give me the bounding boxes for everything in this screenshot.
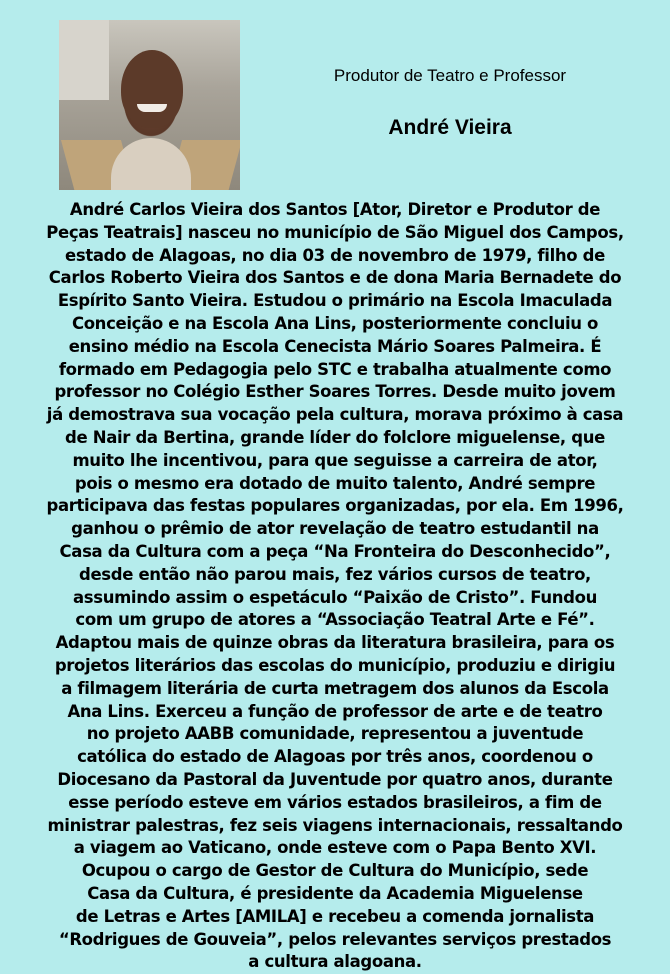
bio-line: projetos literários das escolas do município, produziu e dirigiu bbox=[54, 655, 616, 675]
bio-line: formado em Pedagogia pelo STC e trabalha atualmente como bbox=[58, 359, 612, 379]
bio-line: desde então não parou mais, fez vários cursos de teatro, bbox=[79, 564, 591, 584]
portrait-photo bbox=[59, 20, 240, 190]
bio-line: ensino médio na Escola Cenecista Mário Soares Palmeira. É bbox=[68, 336, 602, 356]
bio-line: de Nair da Bertina, grande líder do folclore miguelense, que bbox=[65, 427, 605, 447]
bio-line: Adaptou mais de quinze obras da literatura brasileira, para os bbox=[55, 633, 615, 653]
bio-line: Diocesano da Pastoral da Juventude por quatro anos, durante bbox=[57, 769, 613, 789]
bio-line: Carlos Roberto Vieira dos Santos e de dona Maria Bernadete do bbox=[48, 268, 622, 288]
bio-line: Espírito Santo Vieira. Estudou o primário na Escola Imaculada bbox=[57, 291, 613, 311]
page-title: André Vieira bbox=[388, 116, 512, 139]
bio-line: participava das festas populares organizadas, por ela. Em 1996, bbox=[46, 496, 624, 516]
bio-line: estado de Alagoas, no dia 03 de novembro de 1979, filho de bbox=[65, 245, 605, 265]
photo-background bbox=[59, 20, 109, 100]
bio-line: no projeto AABB comunidade, representou a juventude bbox=[86, 724, 584, 744]
bio-line: professor no Colégio Esther Soares Torres. Desde muito jovem bbox=[54, 382, 616, 402]
bio-line: assumindo assim o espetáculo “Paixão de Cristo”. Fundou bbox=[72, 587, 598, 607]
bio-line: muito lhe incentivou, para que seguisse a carreira de ator, bbox=[72, 450, 598, 470]
bio-line: com um grupo de atores a “Associação Teatral Arte e Fé”. bbox=[75, 610, 595, 630]
bio-line: Peças Teatrais] nasceu no município de São Miguel dos Campos, bbox=[46, 222, 624, 242]
bio-line: Casa da Cultura, é presidente da Academia Miguelense bbox=[87, 883, 583, 903]
bio-line: Conceição e na Escola Ana Lins, posteriormente concluiu o bbox=[71, 313, 599, 333]
bio-line: Ocupou o cargo de Gestor de Cultura do Município, sede bbox=[81, 861, 589, 881]
biography-text bbox=[36, 199, 634, 974]
photo-shirt bbox=[111, 138, 191, 190]
photo-head bbox=[121, 50, 183, 128]
bio-line: católica do estado de Alagoas por três anos, coordenou o bbox=[77, 747, 593, 767]
bio-line: esse período esteve em vários estados brasileiros, a fim de bbox=[68, 792, 602, 812]
bio-line: Ana Lins. Exerceu a função de professor de arte e de teatro bbox=[67, 701, 603, 721]
page-subtitle: Produtor de Teatro e Professor bbox=[333, 66, 567, 85]
bio-line: ministrar palestras, fez seis viagens internacionais, ressaltando bbox=[47, 815, 623, 835]
bio-line: ganhou o prêmio de ator revelação de teatro estudantil na bbox=[71, 519, 599, 539]
bio-line: a filmagem literária de curta metragem dos alunos da Escola bbox=[61, 678, 609, 698]
bio-line: André Carlos Vieira dos Santos [Ator, Diretor e Produtor de bbox=[69, 200, 601, 219]
bio-line: já demostrava sua vocação pela cultura, morava próximo à casa bbox=[46, 405, 624, 425]
bio-line: de Letras e Artes [AMILA] e recebeu a comenda jornalista bbox=[75, 906, 595, 926]
bio-line: a cultura alagoana. bbox=[248, 952, 422, 972]
bio-line: Casa da Cultura com a peça “Na Fronteira do Desconhecido”, bbox=[59, 541, 611, 561]
bio-line: a viagem ao Vaticano, onde esteve com o Papa Bento XVI. bbox=[73, 838, 597, 858]
bio-line: pois o mesmo era dotado de muito talento, André sempre bbox=[74, 473, 596, 493]
photo-smile bbox=[137, 104, 167, 112]
bio-line: “Rodrigues de Gouveia”, pelos relevantes serviços prestados bbox=[58, 929, 612, 949]
